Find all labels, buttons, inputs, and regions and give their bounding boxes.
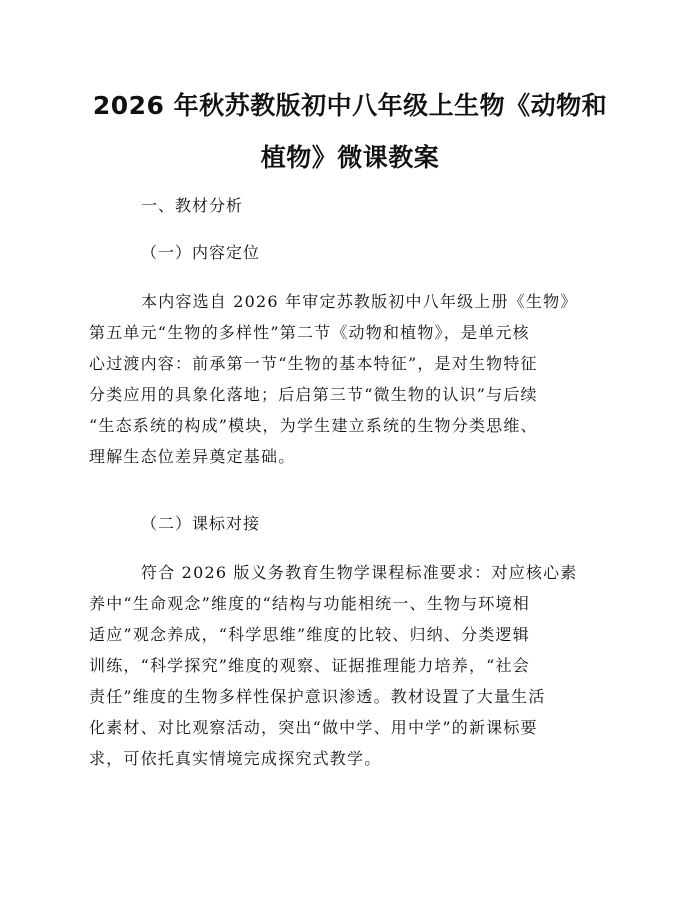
- paragraph-line: 第五单元“生物的多样性”第二节《动物和植物》，是单元核: [89, 323, 530, 342]
- subheading-content-positioning: （一）内容定位: [141, 243, 261, 262]
- paragraph-line: 责任”维度的生物多样性保护意识渗透。教材设置了大量生活: [89, 687, 546, 706]
- subheading-curriculum-alignment: （二）课标对接: [141, 514, 261, 533]
- section-heading-textbook-analysis: 一、教材分析: [141, 196, 244, 215]
- paragraph-line: 化素材、对比观察活动，突出“做中学、用中学”的新课标要: [89, 718, 538, 737]
- paragraph-line: 养中“生命观念”维度的“结构与功能相统一、生物与环境相: [89, 594, 530, 613]
- paragraph-line: 适应”观念养成，“科学思维”维度的比较、归纳、分类逻辑: [89, 625, 530, 644]
- paragraph-line: 本内容选自 2026 年审定苏教版初中八年级上册《生物》: [141, 292, 578, 311]
- paragraph-line: 理解生态位差异奠定基础。: [89, 447, 296, 466]
- document-title-line-1: 2026 年秋苏教版初中八年级上生物《动物和: [92, 91, 608, 120]
- paragraph-line: 心过渡内容：前承第一节“生物的基本特征”，是对生物特征: [89, 354, 538, 373]
- paragraph-content-positioning: [89, 286, 613, 472]
- paragraph-line: “生态系统的构成”模块，为学生建立系统的生物分类思维、: [89, 416, 538, 435]
- paragraph-line: 训练，“科学探究”维度的观察、证据推理能力培养，“社会: [89, 656, 530, 675]
- paragraph-line: 符合 2026 版义务教育生物学课程标准要求：对应核心素: [141, 563, 578, 582]
- document-title-line-2: 植物》微课教案: [260, 143, 440, 172]
- paragraph-line: 求，可依托真实情境完成探究式教学。: [89, 749, 382, 768]
- paragraph-curriculum-alignment: [89, 557, 613, 774]
- paragraph-line: 分类应用的具象化落地；后启第三节“微生物的认识”与后续: [89, 385, 538, 404]
